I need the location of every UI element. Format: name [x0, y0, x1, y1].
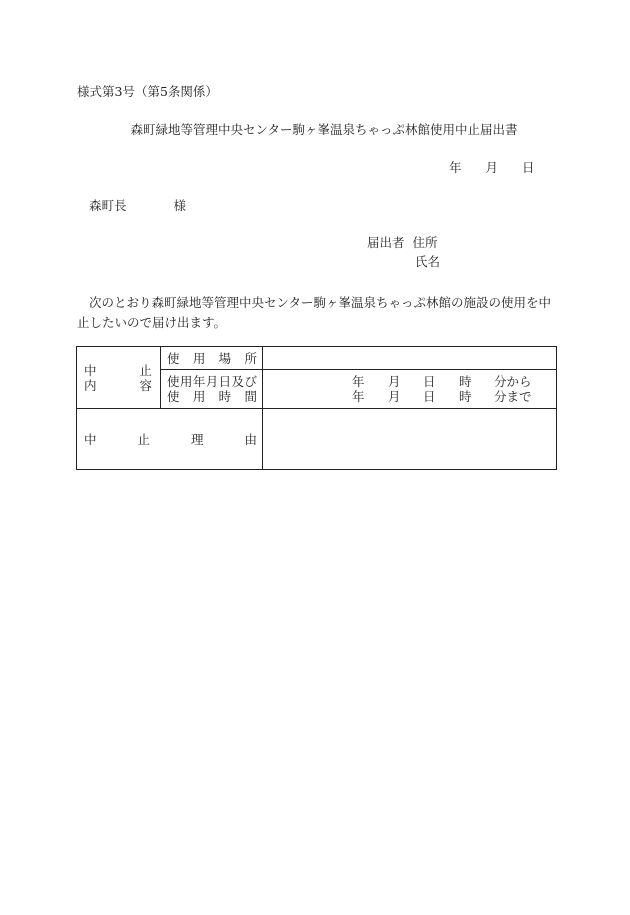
addressee: [89, 200, 186, 213]
cancel-content-label-bottom: [84, 380, 152, 393]
to-hour: 時: [459, 389, 472, 404]
label-char: び: [244, 374, 257, 389]
label-char: 中: [84, 363, 97, 378]
from-year: 年: [352, 374, 365, 389]
from-minute: 分から: [494, 374, 532, 389]
label-char: 理: [190, 432, 204, 447]
label-char: 容: [139, 378, 152, 393]
document-title: 森町緑地等管理中央センター駒ヶ峯温泉ちゃっぷ林館使用中止届出書: [130, 122, 518, 137]
from-month: 月: [388, 374, 401, 389]
label-char: 日: [218, 374, 232, 389]
date-day-label: 日: [522, 160, 535, 175]
to-day: 日: [423, 389, 436, 404]
usage-time-label: [167, 391, 257, 404]
table-line: [160, 347, 161, 408]
label-char: 用: [192, 351, 206, 366]
cancel-content-label-top: [84, 365, 152, 378]
from-hour: 時: [459, 374, 472, 389]
label-char: 中: [84, 432, 97, 447]
label-char: 月: [205, 374, 219, 389]
body-text: 次のとおり森町緑地等管理中央センター駒ヶ峯温泉ちゃっぷ林館の施設の使用を中止したいので届け出ます。: [77, 295, 552, 330]
applicant-name-label: 氏名: [415, 254, 441, 269]
date-year-label: 年: [449, 160, 462, 175]
applicant-label: 届出者: [367, 235, 405, 250]
cancel-reason-field[interactable]: [267, 413, 552, 465]
from-day: 日: [423, 374, 436, 389]
label-char: 内: [84, 378, 97, 393]
label-char: 時: [218, 389, 232, 404]
to-month: 月: [388, 389, 401, 404]
addressee-honorific: 様: [173, 198, 187, 213]
addressee-name: 森町長: [89, 198, 127, 213]
usage-place-field[interactable]: [267, 350, 552, 366]
date-month-label: 月: [485, 160, 499, 175]
label-char: 場: [218, 351, 232, 366]
to-year: 年: [352, 389, 365, 404]
address-label: 住所: [412, 235, 438, 250]
cancellation-form-table: [76, 346, 557, 470]
label-char: 止: [137, 432, 150, 447]
label-char: 由: [244, 432, 257, 447]
usage-date-label: [167, 376, 257, 389]
label-char: 及: [231, 374, 245, 389]
label-char: 所: [244, 351, 257, 366]
label-char: 間: [244, 389, 257, 404]
label-char: 使: [167, 374, 180, 389]
date-line: [449, 162, 535, 175]
usage-place-label: [167, 353, 257, 366]
cancel-reason-label: [84, 434, 257, 447]
label-char: 用: [192, 389, 206, 404]
label-char: 使: [167, 389, 180, 404]
form-number: 様式第3号（第5条関係）: [77, 84, 218, 99]
table-line: [160, 369, 556, 370]
label-char: 用: [179, 374, 193, 389]
label-char: 止: [139, 363, 152, 378]
table-line: [77, 408, 556, 409]
label-char: 年: [192, 374, 206, 389]
to-minute: 分まで: [494, 389, 532, 404]
applicant-address-line: [367, 237, 438, 250]
label-char: 使: [167, 351, 180, 366]
